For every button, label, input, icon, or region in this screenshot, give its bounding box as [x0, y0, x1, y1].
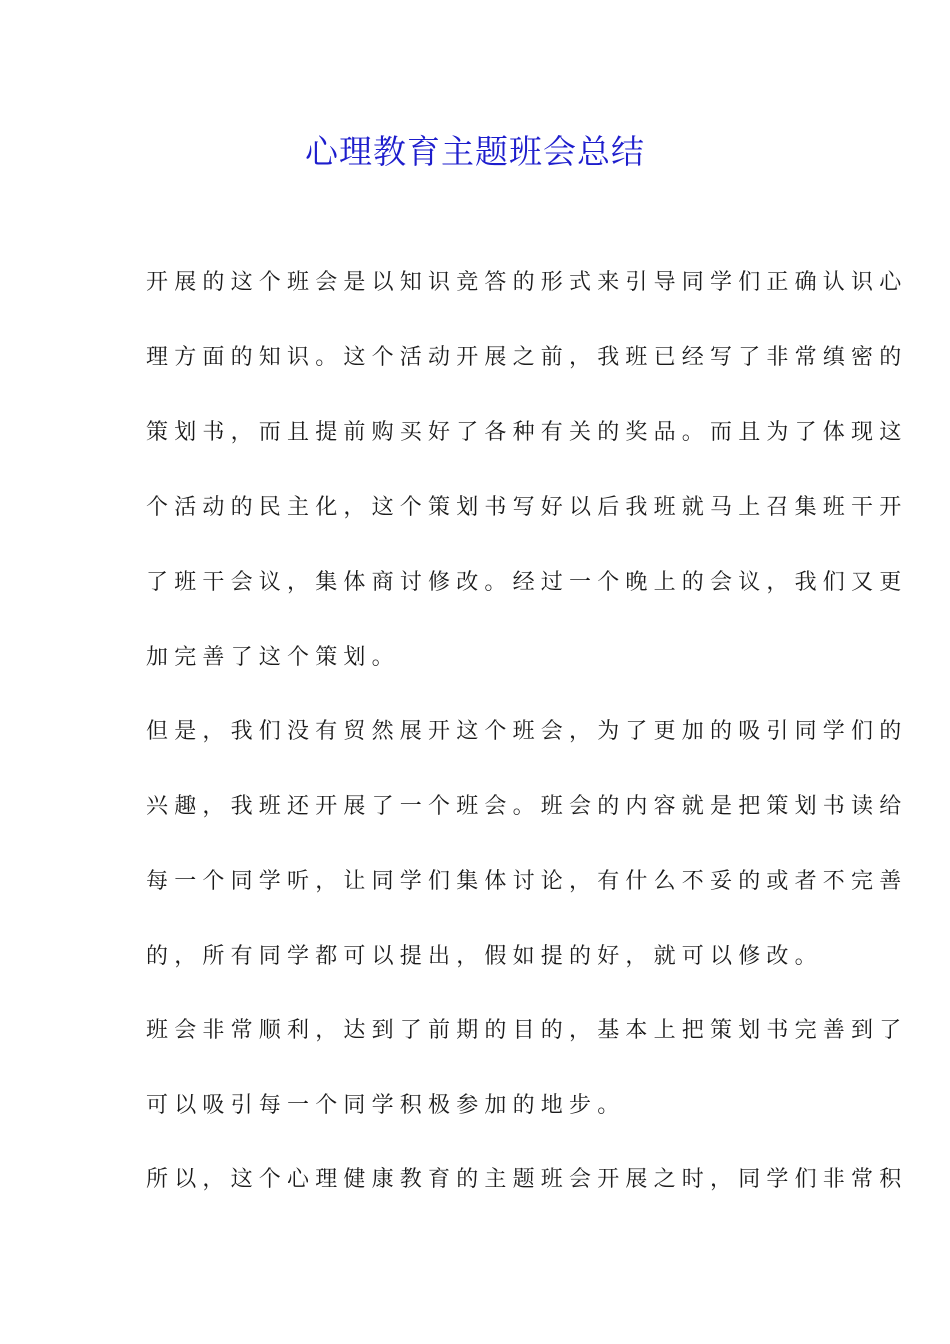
body-line: 加完善了这个策划。 — [146, 645, 400, 670]
document-title: 心理教育主题班会总结 — [305, 132, 645, 171]
body-line: 兴趣，我班还开展了一个班会。班会的内容就是把策划书读给 — [146, 794, 908, 819]
body-line: 所以，这个心理健康教育的主题班会开展之时，同学们非常积 — [146, 1167, 908, 1192]
body-line: 了班干会议，集体商讨修改。经过一个晚上的会议，我们又更 — [146, 570, 908, 595]
body-line: 可以吸引每一个同学积极参加的地步。 — [146, 1093, 626, 1118]
body-line: 的，所有同学都可以提出，假如提的好，就可以修改。 — [146, 944, 823, 969]
body-line: 但是，我们没有贸然展开这个班会，为了更加的吸引同学们的 — [146, 719, 908, 744]
body-line: 开展的这个班会是以知识竞答的形式来引导同学们正确认识心 — [146, 270, 908, 295]
body-line: 每一个同学听，让同学们集体讨论，有什么不妥的或者不完善 — [146, 869, 908, 894]
body-line: 个活动的民主化，这个策划书写好以后我班就马上召集班干开 — [146, 495, 908, 520]
body-line: 策划书，而且提前购买好了各种有关的奖品。而且为了体现这 — [146, 420, 908, 445]
body-line: 理方面的知识。这个活动开展之前，我班已经写了非常缜密的 — [146, 345, 908, 370]
body-line: 班会非常顺利，达到了前期的目的，基本上把策划书完善到了 — [146, 1018, 908, 1043]
